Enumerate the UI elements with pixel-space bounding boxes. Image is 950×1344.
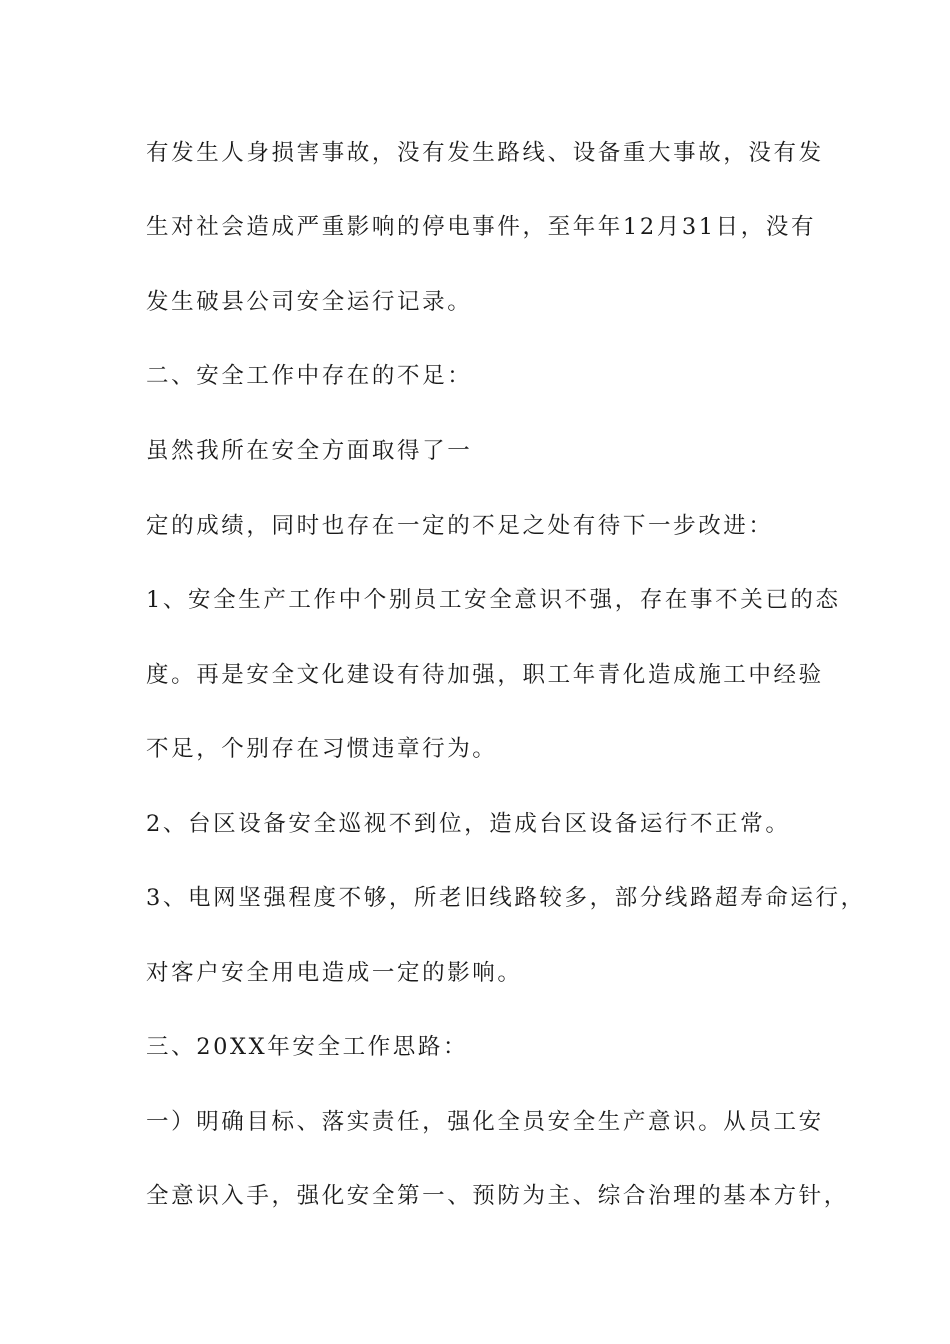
list-item-3-line-1: 3、电网坚强程度不够，所老旧线路较多，部分线路超寿命运行， — [146, 885, 866, 911]
list-item-1-line-1: 1、安全生产工作中个别员工安全意识不强，存在事不关已的态 — [146, 587, 841, 613]
text-line-1: 有发生人身损害事故，没有发生路线、设备重大事故，没有发 — [146, 140, 824, 166]
subsection-1-line-1: 一）明确目标、落实责任，强化全员安全生产意识。从员工安 — [146, 1109, 824, 1135]
section-heading-3: 三、20XX年安全工作思路： — [146, 1034, 469, 1060]
section-heading-2: 二、安全工作中存在的不足： — [146, 363, 473, 389]
text-line-2: 生对社会造成严重影响的停电事件，至年年12月31日，没有 — [146, 214, 817, 240]
text-line-5: 虽然我所在安全方面取得了一 — [146, 438, 473, 464]
list-item-2: 2、台区设备安全巡视不到位，造成台区设备运行不正常。 — [146, 811, 791, 837]
list-item-1-line-3: 不足，个别存在习惯违章行为。 — [146, 736, 498, 762]
list-item-1-line-2: 度。再是安全文化建设有待加强，职工年青化造成施工中经验 — [146, 662, 824, 688]
subsection-1-line-2: 全意识入手，强化安全第一、预防为主、综合治理的基本方针， — [146, 1183, 849, 1209]
text-line-6: 定的成绩，同时也存在一定的不足之处有待下一步改进： — [146, 513, 774, 539]
text-line-3: 发生破县公司安全运行记录。 — [146, 289, 473, 315]
list-item-3-line-2: 对客户安全用电造成一定的影响。 — [146, 960, 523, 986]
